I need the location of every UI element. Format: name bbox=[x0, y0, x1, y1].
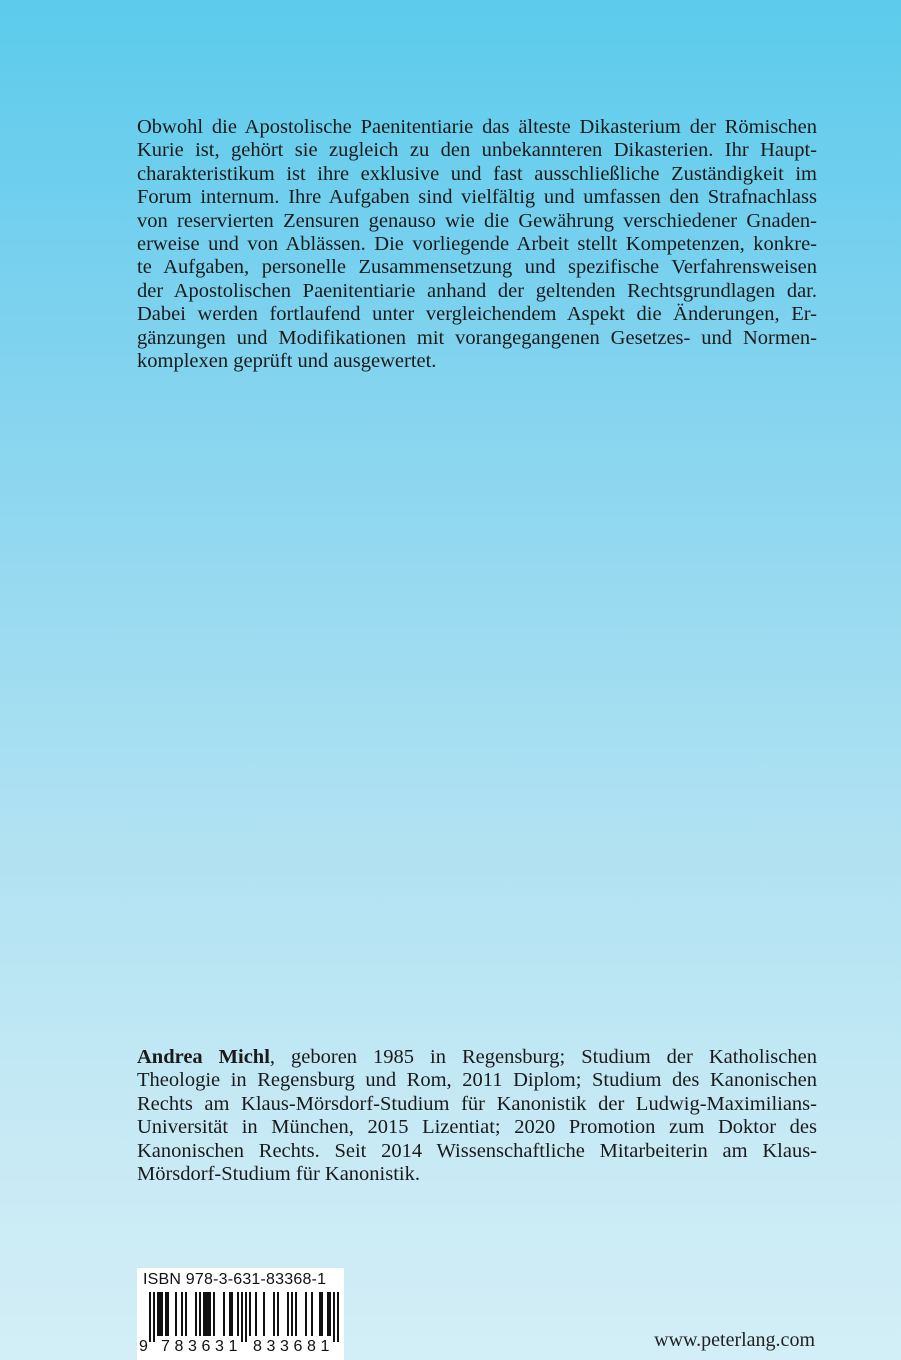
barcode-bar bbox=[245, 1292, 247, 1342]
bio-line: Mörsdorf-Studium für Kanonistik. bbox=[137, 1163, 420, 1186]
publisher-website: www.peterlang.com bbox=[654, 1329, 815, 1351]
barcode-bar bbox=[263, 1292, 265, 1336]
bio-first-line-text: , geboren 1985 in Regensburg; Studium der Katholischen bbox=[269, 1046, 817, 1068]
author-bio bbox=[137, 1046, 817, 1186]
barcode-bar bbox=[311, 1292, 313, 1336]
barcode-bar bbox=[333, 1292, 335, 1342]
barcode-bar bbox=[237, 1292, 239, 1336]
barcode-bar bbox=[223, 1292, 225, 1336]
isbn-label: ISBN 978-3-631-83368-1 bbox=[143, 1271, 327, 1288]
barcode-bar bbox=[321, 1292, 323, 1336]
bio-line bbox=[137, 1046, 817, 1069]
barcode-bar bbox=[295, 1292, 297, 1336]
barcode-bar bbox=[157, 1292, 159, 1336]
barcode-bar bbox=[209, 1292, 211, 1336]
blurb-line: Kurie ist, gehört sie zugleich zu den unbekannteren Dikasterien. Ihr Haupt- bbox=[137, 139, 817, 162]
barcode-bar bbox=[159, 1292, 161, 1336]
bio-line: Rechts am Klaus-Mörsdorf-Studium für Kanonistik der Ludwig-Maximilians- bbox=[137, 1092, 817, 1115]
ean-right-group: 833681 bbox=[253, 1338, 334, 1355]
blurb-line: Dabei werden fortlaufend unter vergleichendem Aspekt die Änderungen, Er- bbox=[137, 303, 817, 326]
blurb-line: von reservierten Zensuren genauso wie die Gewährung verschiedener Gnaden- bbox=[137, 209, 817, 232]
barcode-bar bbox=[305, 1292, 307, 1336]
bio-line: Theologie in Regensburg und Rom, 2011 Diplom; Studium des Kanonischen bbox=[137, 1069, 817, 1092]
barcode-bar bbox=[231, 1292, 233, 1336]
barcode-bar bbox=[337, 1292, 339, 1342]
barcode-bar bbox=[327, 1292, 329, 1336]
blurb-line: Forum internum. Ihre Aufgaben sind vielfältig und umfassen den Strafnachlass bbox=[137, 186, 817, 209]
isbn-barcode bbox=[137, 1268, 344, 1360]
blurb-line: te Aufgaben, personelle Zusammensetzung und spezifische Verfahrensweisen bbox=[137, 256, 817, 279]
barcode-bar bbox=[153, 1292, 155, 1342]
bio-line: Kanonischen Rechts. Seit 2014 Wissenschaftliche Mitarbeiterin am Klaus- bbox=[137, 1139, 817, 1162]
barcode-bar bbox=[213, 1292, 215, 1336]
barcode-bar bbox=[291, 1292, 293, 1336]
barcode-bar bbox=[241, 1292, 243, 1342]
barcode-bar bbox=[273, 1292, 275, 1336]
barcode-bar bbox=[165, 1292, 167, 1336]
bio-line: Universität in München, 2015 Lizentiat; 2020 Promotion zum Doktor des bbox=[137, 1116, 817, 1139]
blurb-line: erweise und von Ablässen. Die vorliegende Arbeit stellt Kompetenzen, konkre- bbox=[137, 233, 817, 256]
blurb-line: komplexen geprüft und ausgewertet. bbox=[137, 350, 437, 373]
barcode-bar bbox=[149, 1292, 151, 1342]
ean-first-digit: 9 bbox=[139, 1338, 148, 1355]
barcode-bar bbox=[249, 1292, 251, 1336]
barcode-bars bbox=[137, 1292, 344, 1342]
barcode-bar bbox=[255, 1292, 257, 1336]
blurb-line: gänzungen und Modifikationen mit vorangegangenen Gesetzes- und Normen- bbox=[137, 326, 817, 349]
blurb-text bbox=[137, 116, 817, 373]
barcode-bar bbox=[205, 1292, 207, 1336]
barcode-bar bbox=[203, 1292, 205, 1336]
barcode-bar bbox=[319, 1292, 321, 1336]
barcode-bar bbox=[175, 1292, 177, 1336]
barcode-bar bbox=[229, 1292, 231, 1336]
barcode-bar bbox=[167, 1292, 169, 1336]
barcode-bar bbox=[207, 1292, 209, 1336]
barcode-bar bbox=[277, 1292, 279, 1336]
blurb-line: Obwohl die Apostolische Paenitentiarie das älteste Dikasterium der Römischen bbox=[137, 116, 817, 138]
barcode-bar bbox=[199, 1292, 201, 1336]
barcode-bar bbox=[195, 1292, 197, 1336]
barcode-bar bbox=[181, 1292, 183, 1336]
barcode-bar bbox=[287, 1292, 289, 1336]
author-name: Andrea Michl bbox=[137, 1046, 270, 1068]
barcode-bar bbox=[329, 1292, 331, 1336]
barcode-bar bbox=[161, 1292, 163, 1336]
blurb-line: charakteristikum ist ihre exklusive und fast ausschließliche Zuständigkeit im bbox=[137, 162, 817, 185]
blurb-line: der Apostolischen Paenitentiarie anhand der geltenden Rechtsgrundlagen dar. bbox=[137, 279, 817, 302]
ean-left-group: 783631 bbox=[161, 1338, 242, 1355]
barcode-bar bbox=[185, 1292, 187, 1336]
